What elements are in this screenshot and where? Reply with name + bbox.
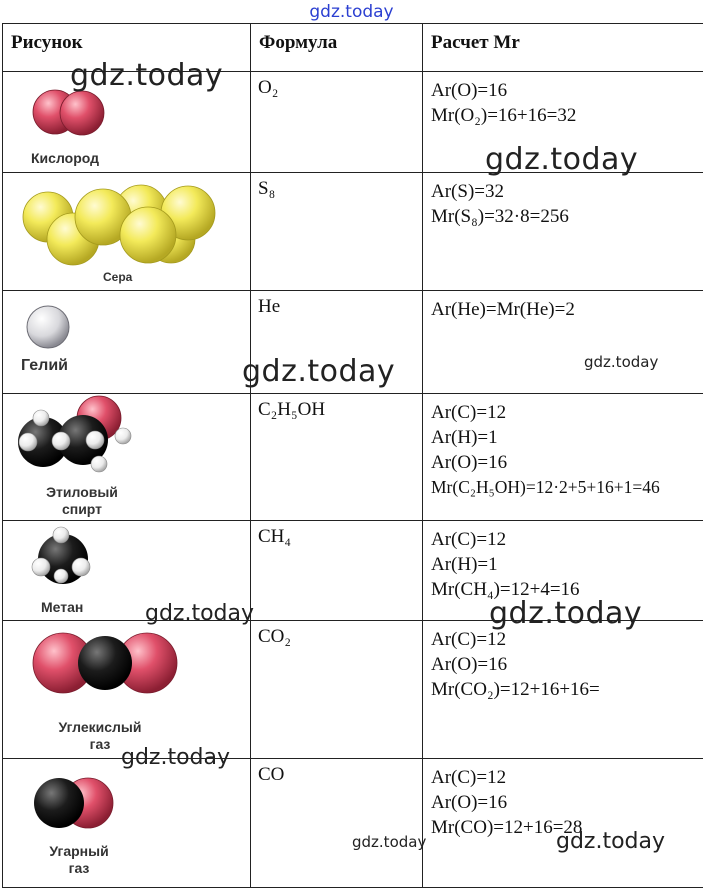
header-picture: Рисунок [3,24,251,72]
formula-text: S₈ [251,173,422,200]
formula-text: CO₂ [251,621,422,648]
molecule-caption: Метан [41,599,83,616]
molecule-caption: Сера [103,269,132,286]
formula-cell [251,173,423,291]
molecule-caption: Этиловый спирт [37,484,127,518]
watermark: gdz.today [70,58,223,93]
calc-cell [423,621,703,759]
formula-text: CO [251,759,422,786]
calc-line: Mr(C₂H₅OH)=12·2+5+16+1=46 [431,475,703,500]
calc-line: Ar(S)=32 [431,179,703,204]
picture-cell [3,621,251,759]
molecule-caption: Углекислый газ [45,719,155,753]
calc-line: Mr(S₈)=32·8=256 [431,204,703,229]
table-row [3,621,703,759]
calc-line: Mr(CO)=12+16=28 [431,815,703,840]
formula-text: O₂ [251,72,422,99]
formula-text: CH₄ [251,521,422,548]
molecule-caption: Гелий [21,357,68,374]
calc-line: Ar(O)=16 [431,790,703,815]
formula-cell [251,621,423,759]
calc-line: Ar(O)=16 [431,450,703,475]
calc-line: Ar(O)=16 [431,78,703,103]
top-watermark: gdz.today [0,2,703,22]
table-row [3,394,703,521]
helium-atom-image [3,291,234,392]
calc-line: Mr(CO₂)=12+16+16= [431,677,703,702]
molecule-caption: Кислород [31,150,99,167]
calc-line: Ar(C)=12 [431,400,703,425]
formula-text: He [251,291,422,318]
table-row [3,173,703,291]
watermark: gdz.today [352,833,426,851]
watermark: gdz.today [145,601,254,626]
molecule-caption: Угарный газ [29,843,129,877]
watermark: gdz.today [489,596,642,631]
calc-line: Mr(CH₄)=12+4=16 [431,577,703,602]
formula-cell [251,759,423,888]
calc-cell [423,291,703,394]
calc-line: Ar(C)=12 [431,627,703,652]
calc-line: Ar(H)=1 [431,552,703,577]
table-row [3,759,703,888]
watermark: gdz.today [121,745,230,770]
calc-cell [423,394,703,521]
calc-line: Ar(He)=Mr(He)=2 [431,297,703,322]
picture-cell [3,394,251,521]
formula-cell [251,72,423,173]
calc-line: Ar(C)=12 [431,765,703,790]
calc-line: Ar(H)=1 [431,425,703,450]
calc-line: Mr(O₂)=16+16=32 [431,103,703,128]
watermark: gdz.today [242,354,395,389]
calc-line: Ar(O)=16 [431,652,703,677]
calc-line: Ar(C)=12 [431,527,703,552]
watermark: gdz.today [584,353,658,371]
picture-cell [3,759,251,888]
calc-cell [423,759,703,888]
formula-cell [251,521,423,621]
watermark: gdz.today [485,142,638,177]
header-formula: Формула [251,24,423,72]
header-calc: Расчет Mr [423,24,703,72]
calc-cell [423,173,703,291]
watermark: gdz.today [556,829,665,854]
picture-cell [3,291,251,394]
formula-cell [251,394,423,521]
formula-text: C₂H₅OH [251,394,422,421]
picture-cell [3,173,251,291]
